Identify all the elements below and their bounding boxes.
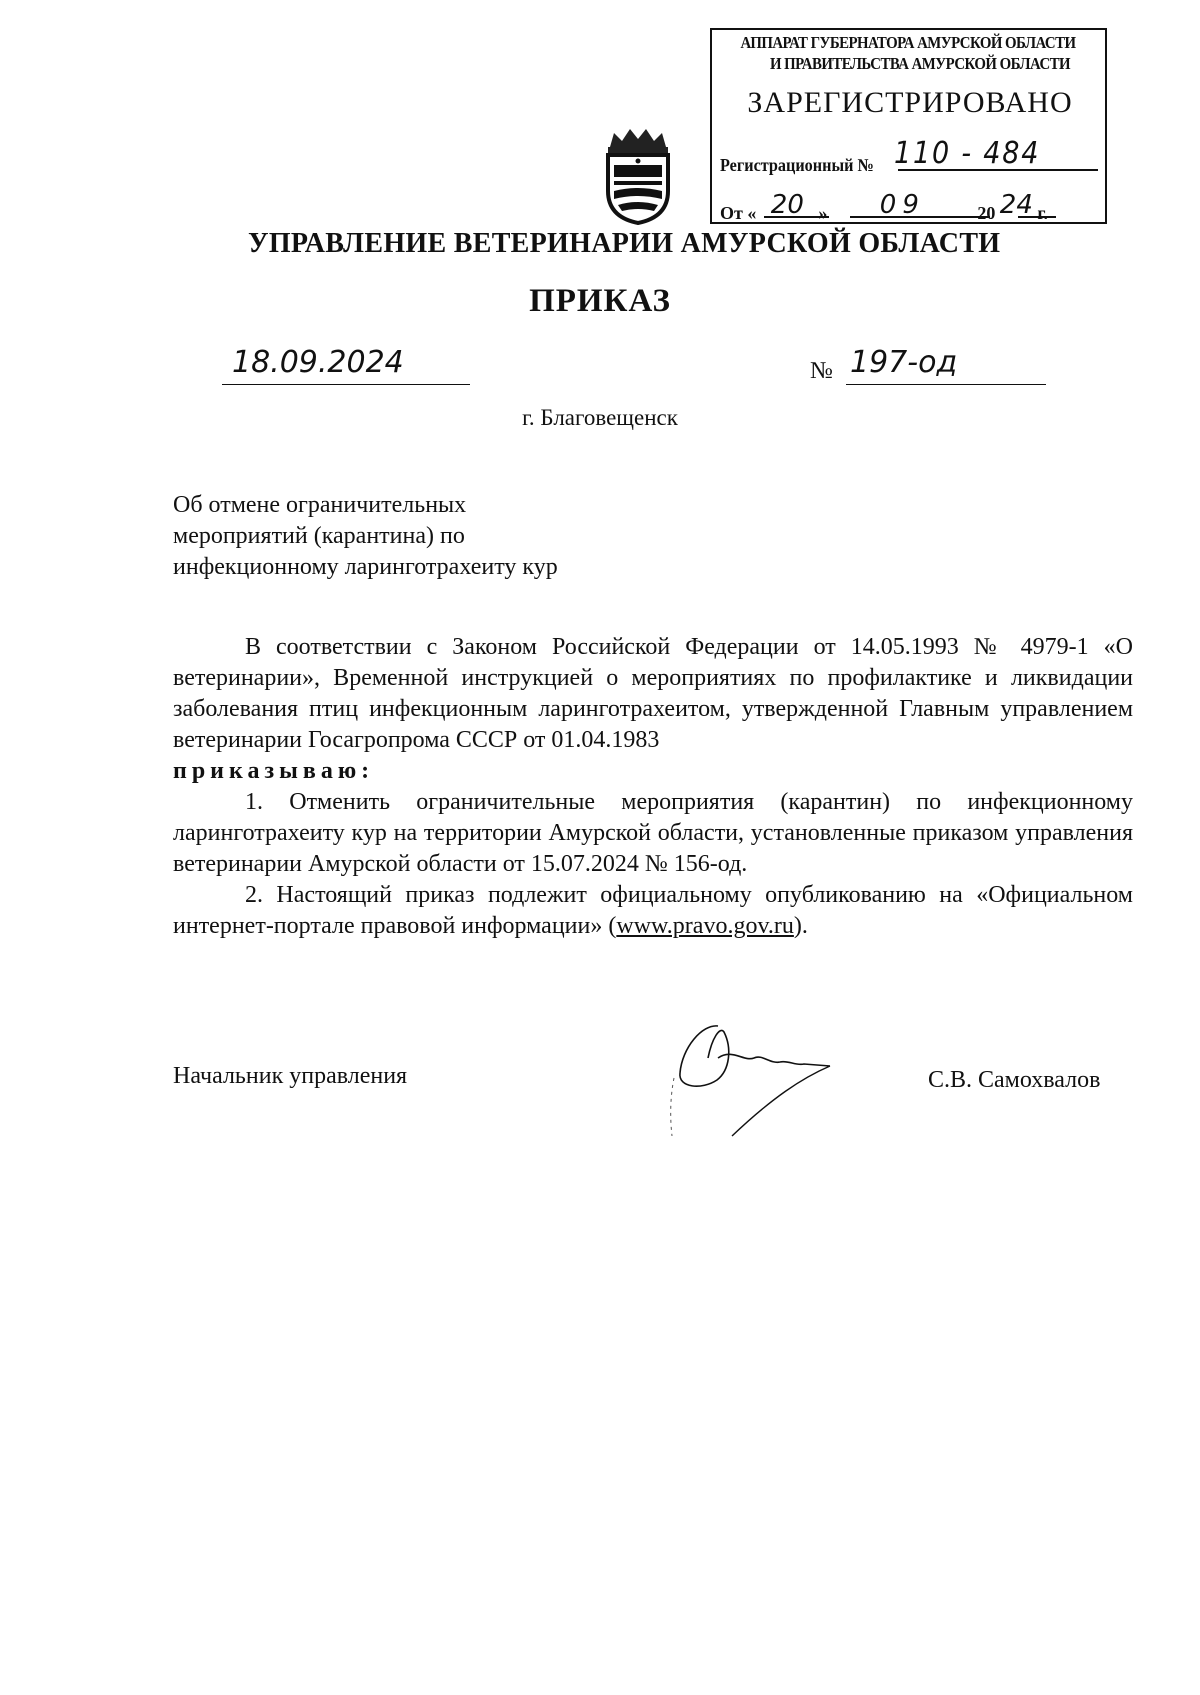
order-number: 197-од: [850, 345, 958, 380]
stamp-date-row: [720, 190, 1048, 226]
city: г. Благовещенск: [522, 405, 678, 430]
stamp-date-day: 20: [770, 190, 804, 220]
subject-line3: инфекционному ларинготрахеиту кур: [173, 554, 558, 580]
signer-position: Начальник управления: [173, 1063, 408, 1089]
order-word: приказываю:: [173, 758, 375, 784]
pravo-link[interactable]: www.pravo.gov.ru: [616, 913, 794, 939]
number-label: №: [810, 358, 833, 384]
stamp-reg-row: [720, 136, 1041, 179]
stamp-year-prefix: 20: [977, 203, 996, 223]
stamp-title: ЗАРЕГИСТРИРОВАНО: [747, 86, 1073, 119]
organization-title: УПРАВЛЕНИЕ ВЕТЕРИНАРИИ АМУРСКОЙ ОБЛАСТИ: [248, 228, 1001, 259]
preamble: В соответствии с Законом Российской Федерации от 14.05.1993 № 4979-1 «О ветеринарии», Временной инструкцией о мероприятиях по профилактике и ликвидации заболевания птиц инфекционным ларинготрахеитом, утвержденной Главным управлением ветеринарии Госагропрома СССР от 01.04.1983: [173, 634, 1133, 753]
stamp-year-end: г.: [1037, 203, 1048, 223]
date-underline: [222, 384, 470, 385]
item2-text: 2. Настоящий приказ подлежит официальному опубликованию на «Официальном интернет-портале правовой информации» (: [173, 882, 1133, 939]
subject-line1: Об отмене ограничительных: [173, 492, 467, 518]
subject-line2: мероприятий (карантина) по: [173, 523, 465, 549]
stamp-date-month: 09: [879, 190, 925, 220]
stamp-org-line1: АППАРАТ ГУБЕРНАТОРА АМУРСКОЙ ОБЛАСТИ: [740, 33, 1076, 52]
stamp-year-underline: [1018, 216, 1056, 218]
stamp-day-underline: [764, 216, 829, 218]
item2-end: ).: [793, 913, 808, 939]
coat-of-arms-icon: [598, 125, 678, 225]
number-underline: [846, 384, 1046, 385]
handwritten-signature: [662, 1018, 862, 1148]
order-item-1: 1. Отменить ограничительные мероприятия (карантин) по инфекционному ларинготрахеиту кур на территории Амурской области, установленные приказом управления ветеринарии Амурской области от 15.07.2024 № 156-од.: [173, 789, 1133, 877]
stamp-date-sep: »: [818, 203, 828, 223]
order-body: [173, 632, 1133, 942]
stamp-reg-underline: [898, 169, 1098, 171]
order-subject: [173, 490, 693, 583]
stamp-org-line2: И ПРАВИТЕЛЬСТВА АМУРСКОЙ ОБЛАСТИ: [769, 54, 1071, 73]
order-item-2: [173, 880, 1133, 942]
signer-name: С.В. Самохвалов: [928, 1067, 1101, 1093]
stamp-reg-number: 110 - 484: [894, 136, 1041, 171]
order-date: 18.09.2024: [232, 345, 404, 380]
stamp-reg-label: Регистрационный №: [720, 155, 874, 175]
stamp-date-prefix: От «: [720, 203, 757, 223]
document-type: ПРИКАЗ: [529, 283, 671, 319]
stamp-month-underline: [850, 216, 990, 218]
stamp-year-suffix: 24: [999, 190, 1033, 220]
registration-stamp: [710, 28, 1107, 224]
